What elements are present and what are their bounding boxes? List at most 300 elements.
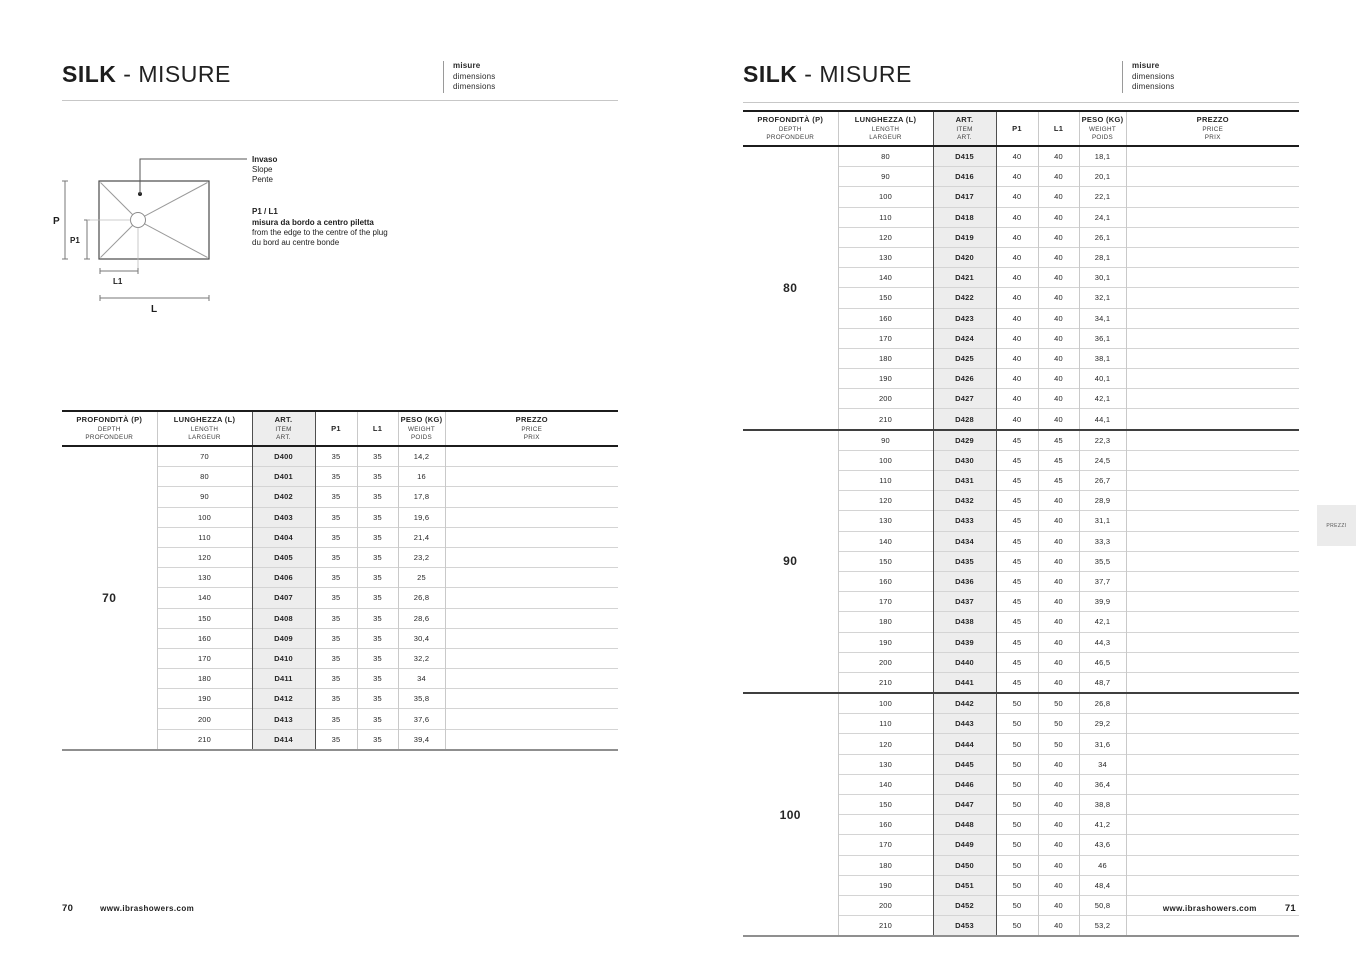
length-cell: 130	[157, 568, 252, 588]
length-cell: 190	[838, 632, 933, 652]
p1-cell: 45	[996, 612, 1038, 632]
length-cell: 110	[838, 471, 933, 491]
weight-cell: 34	[1079, 754, 1126, 774]
price-cell	[1126, 774, 1299, 794]
length-cell: 210	[838, 409, 933, 430]
weight-cell: 38,1	[1079, 348, 1126, 368]
l1-cell: 45	[1038, 450, 1079, 470]
caption-line: misure	[453, 61, 481, 70]
l1-cell: 45	[1038, 471, 1079, 491]
p1-cell: 40	[996, 227, 1038, 247]
weight-cell: 19,6	[398, 507, 445, 527]
p1-cell: 50	[996, 855, 1038, 875]
weight-cell: 26,8	[1079, 693, 1126, 714]
length-cell: 200	[838, 652, 933, 672]
dimension-p1	[84, 220, 90, 259]
plug-note-line: from the edge to the centre of the plug	[252, 228, 388, 237]
weight-cell: 30,1	[1079, 268, 1126, 288]
p1-cell: 45	[996, 471, 1038, 491]
length-cell: 150	[838, 288, 933, 308]
length-cell: 140	[157, 588, 252, 608]
item-code-cell: D408	[252, 608, 315, 628]
item-code-cell: D436	[933, 571, 996, 591]
weight-cell: 21,4	[398, 527, 445, 547]
price-cell	[445, 588, 618, 608]
price-cell	[445, 628, 618, 648]
page-title	[62, 61, 231, 87]
l1-cell: 40	[1038, 146, 1079, 167]
item-code-cell: D439	[933, 632, 996, 652]
length-cell: 170	[838, 328, 933, 348]
price-cell	[445, 547, 618, 567]
length-cell: 200	[838, 389, 933, 409]
length-cell: 70	[157, 446, 252, 467]
l1-cell: 35	[357, 568, 398, 588]
table-row	[743, 693, 1299, 714]
weight-cell: 14,2	[398, 446, 445, 467]
caption-line: dimensions	[1132, 82, 1175, 91]
p1-cell: 45	[996, 571, 1038, 591]
item-code-cell: D428	[933, 409, 996, 430]
l1-cell: 40	[1038, 288, 1079, 308]
prezzi-side-tab: PREZZI	[1317, 505, 1356, 546]
length-cell: 130	[838, 511, 933, 531]
p1-cell: 35	[315, 527, 357, 547]
p1-cell: 50	[996, 916, 1038, 937]
p1-cell: 40	[996, 328, 1038, 348]
table-header-row	[62, 411, 618, 446]
table-row	[743, 146, 1299, 167]
dimension-l	[100, 295, 209, 301]
length-cell: 80	[838, 146, 933, 167]
item-code-cell: D447	[933, 795, 996, 815]
l1-cell: 40	[1038, 167, 1079, 187]
l1-cell: 40	[1038, 875, 1079, 895]
misure-caption	[443, 61, 495, 93]
length-cell: 180	[838, 348, 933, 368]
p1-cell: 45	[996, 491, 1038, 511]
item-code-cell: D404	[252, 527, 315, 547]
dimensions-table-depths-80-90-100	[743, 110, 1299, 937]
length-cell: 190	[157, 689, 252, 709]
l1-dimension-label: L1	[113, 277, 123, 286]
invaso-label: Invaso	[252, 155, 278, 164]
item-code-cell: D413	[252, 709, 315, 729]
caption-line: dimensions	[1132, 71, 1175, 81]
item-code-cell: D422	[933, 288, 996, 308]
price-cell	[445, 608, 618, 628]
price-cell	[445, 648, 618, 668]
p1-cell: 45	[996, 551, 1038, 571]
item-code-cell: D433	[933, 511, 996, 531]
price-cell	[1126, 754, 1299, 774]
weight-cell: 35,5	[1079, 551, 1126, 571]
dimension-l1	[100, 268, 138, 274]
item-code-cell: D445	[933, 754, 996, 774]
invaso-label: Slope	[252, 165, 273, 174]
p1-cell: 35	[315, 628, 357, 648]
p1-cell: 50	[996, 875, 1038, 895]
l1-cell: 40	[1038, 227, 1079, 247]
p1-dimension-label: P1	[70, 236, 80, 245]
item-code-cell: D452	[933, 895, 996, 915]
item-code-cell: D438	[933, 612, 996, 632]
p1-cell: 45	[996, 531, 1038, 551]
price-cell	[1126, 450, 1299, 470]
price-cell	[445, 527, 618, 547]
weight-cell: 30,4	[398, 628, 445, 648]
price-cell	[1126, 268, 1299, 288]
weight-cell: 39,9	[1079, 592, 1126, 612]
column-header: PROFONDITÀ (P) DEPTH PROFONDEUR	[62, 411, 157, 446]
item-code-cell: D401	[252, 467, 315, 487]
page-number: 71	[1284, 903, 1296, 914]
l1-cell: 40	[1038, 672, 1079, 693]
l1-cell: 40	[1038, 369, 1079, 389]
item-code-cell: D441	[933, 672, 996, 693]
p1-cell: 40	[996, 268, 1038, 288]
price-cell	[1126, 288, 1299, 308]
weight-cell: 41,2	[1079, 815, 1126, 835]
l1-cell: 45	[1038, 430, 1079, 451]
price-cell	[1126, 734, 1299, 754]
length-cell: 120	[838, 491, 933, 511]
l1-cell: 40	[1038, 895, 1079, 915]
item-code-cell: D426	[933, 369, 996, 389]
weight-cell: 26,7	[1079, 471, 1126, 491]
weight-cell: 17,8	[398, 487, 445, 507]
item-code-cell: D415	[933, 146, 996, 167]
weight-cell: 36,4	[1079, 774, 1126, 794]
weight-cell: 48,4	[1079, 875, 1126, 895]
item-code-cell: D418	[933, 207, 996, 227]
p1-cell: 35	[315, 507, 357, 527]
p1-cell: 40	[996, 369, 1038, 389]
column-header: PESO (KG) WEIGHT POIDS	[398, 411, 445, 446]
l1-cell: 40	[1038, 247, 1079, 267]
length-cell: 150	[838, 795, 933, 815]
l1-cell: 40	[1038, 187, 1079, 207]
length-cell: 110	[838, 207, 933, 227]
l1-cell: 35	[357, 729, 398, 750]
length-cell: 130	[838, 247, 933, 267]
length-cell: 210	[838, 916, 933, 937]
column-header: L1	[357, 411, 398, 446]
l1-cell: 40	[1038, 207, 1079, 227]
length-cell: 140	[838, 774, 933, 794]
p1-cell: 35	[315, 608, 357, 628]
price-cell	[1126, 430, 1299, 451]
l1-cell: 35	[357, 689, 398, 709]
p1-cell: 50	[996, 835, 1038, 855]
price-cell	[1126, 491, 1299, 511]
price-cell	[1126, 916, 1299, 937]
item-code-cell: D406	[252, 568, 315, 588]
item-code-cell: D443	[933, 714, 996, 734]
length-cell: 150	[157, 608, 252, 628]
p1-cell: 40	[996, 167, 1038, 187]
item-code-cell: D409	[252, 628, 315, 648]
website-url: www.ibrashowers.com	[1162, 904, 1257, 913]
column-header: LUNGHEZZA (L) LENGTH LARGEUR	[157, 411, 252, 446]
tray-diagram	[50, 140, 460, 350]
section-name: - MISURE	[123, 61, 231, 87]
price-cell	[1126, 571, 1299, 591]
l1-cell: 40	[1038, 754, 1079, 774]
dimension-p	[62, 181, 68, 259]
column-header: PREZZO PRICE PRIX	[1126, 111, 1299, 146]
l1-cell: 40	[1038, 612, 1079, 632]
weight-cell: 22,1	[1079, 187, 1126, 207]
length-cell: 190	[838, 875, 933, 895]
p-dimension-label: P	[53, 216, 60, 227]
p1-cell: 40	[996, 409, 1038, 430]
length-cell: 170	[157, 648, 252, 668]
item-code-cell: D419	[933, 227, 996, 247]
item-code-cell: D424	[933, 328, 996, 348]
depth-group	[62, 446, 618, 750]
p1-cell: 40	[996, 389, 1038, 409]
price-cell	[1126, 328, 1299, 348]
length-cell: 100	[838, 450, 933, 470]
l1-cell: 40	[1038, 551, 1079, 571]
price-cell	[1126, 693, 1299, 714]
weight-cell: 38,8	[1079, 795, 1126, 815]
length-cell: 80	[157, 467, 252, 487]
p1-cell: 35	[315, 729, 357, 750]
length-cell: 110	[157, 527, 252, 547]
l1-cell: 40	[1038, 571, 1079, 591]
weight-cell: 29,2	[1079, 714, 1126, 734]
price-cell	[445, 709, 618, 729]
length-cell: 200	[838, 895, 933, 915]
item-code-cell: D453	[933, 916, 996, 937]
brand-name: SILK	[62, 61, 117, 87]
p1-cell: 40	[996, 348, 1038, 368]
l1-cell: 40	[1038, 328, 1079, 348]
length-cell: 180	[838, 612, 933, 632]
weight-cell: 33,3	[1079, 531, 1126, 551]
item-code-cell: D402	[252, 487, 315, 507]
l1-cell: 35	[357, 608, 398, 628]
item-code-cell: D449	[933, 835, 996, 855]
price-cell	[445, 669, 618, 689]
column-header: LUNGHEZZA (L) LENGTH LARGEUR	[838, 111, 933, 146]
weight-cell: 26,1	[1079, 227, 1126, 247]
l1-cell: 35	[357, 467, 398, 487]
item-code-cell: D412	[252, 689, 315, 709]
length-cell: 90	[838, 167, 933, 187]
price-cell	[1126, 409, 1299, 430]
price-cell	[445, 487, 618, 507]
p1-cell: 35	[315, 487, 357, 507]
l1-cell: 40	[1038, 855, 1079, 875]
table-row	[62, 446, 618, 467]
depth-group	[743, 693, 1299, 936]
item-code-cell: D405	[252, 547, 315, 567]
price-cell	[445, 467, 618, 487]
price-cell	[1126, 592, 1299, 612]
weight-cell: 23,2	[398, 547, 445, 567]
l1-cell: 40	[1038, 795, 1079, 815]
l1-cell: 40	[1038, 348, 1079, 368]
l1-cell: 35	[357, 588, 398, 608]
p1-cell: 45	[996, 592, 1038, 612]
p1-cell: 35	[315, 568, 357, 588]
price-cell	[445, 568, 618, 588]
price-cell	[1126, 714, 1299, 734]
length-cell: 90	[838, 430, 933, 451]
price-cell	[1126, 227, 1299, 247]
price-cell	[1126, 308, 1299, 328]
weight-cell: 32,2	[398, 648, 445, 668]
length-cell: 200	[157, 709, 252, 729]
p1-cell: 35	[315, 648, 357, 668]
length-cell: 100	[838, 693, 933, 714]
item-code-cell: D416	[933, 167, 996, 187]
price-cell	[1126, 247, 1299, 267]
weight-cell: 26,8	[398, 588, 445, 608]
l1-cell: 35	[357, 709, 398, 729]
l1-cell: 40	[1038, 531, 1079, 551]
l1-cell: 40	[1038, 308, 1079, 328]
weight-cell: 39,4	[398, 729, 445, 750]
l1-cell: 40	[1038, 389, 1079, 409]
weight-cell: 24,1	[1079, 207, 1126, 227]
weight-cell: 35,8	[398, 689, 445, 709]
l1-cell: 40	[1038, 511, 1079, 531]
price-cell	[1126, 672, 1299, 693]
item-code-cell: D400	[252, 446, 315, 467]
length-cell: 180	[838, 855, 933, 875]
weight-cell: 36,1	[1079, 328, 1126, 348]
plug-note-line: misura da bordo a centro piletta	[252, 218, 374, 227]
length-cell: 160	[157, 628, 252, 648]
p1-cell: 40	[996, 207, 1038, 227]
p1-cell: 40	[996, 187, 1038, 207]
item-code-cell: D421	[933, 268, 996, 288]
weight-cell: 28,1	[1079, 247, 1126, 267]
weight-cell: 22,3	[1079, 430, 1126, 451]
length-cell: 180	[157, 669, 252, 689]
p1-cell: 45	[996, 511, 1038, 531]
weight-cell: 32,1	[1079, 288, 1126, 308]
p1-cell: 35	[315, 709, 357, 729]
price-cell	[1126, 612, 1299, 632]
column-header: ART. ITEM ART.	[252, 411, 315, 446]
weight-cell: 44,3	[1079, 632, 1126, 652]
weight-cell: 16	[398, 467, 445, 487]
p1-cell: 50	[996, 895, 1038, 915]
l1-cell: 35	[357, 669, 398, 689]
weight-cell: 24,5	[1079, 450, 1126, 470]
length-cell: 210	[157, 729, 252, 750]
p1-cell: 50	[996, 734, 1038, 754]
item-code-cell: D430	[933, 450, 996, 470]
l1-cell: 40	[1038, 835, 1079, 855]
price-cell	[445, 507, 618, 527]
l1-cell: 40	[1038, 815, 1079, 835]
p1-cell: 45	[996, 672, 1038, 693]
price-cell	[445, 689, 618, 709]
weight-cell: 28,6	[398, 608, 445, 628]
length-cell: 190	[838, 369, 933, 389]
item-code-cell: D446	[933, 774, 996, 794]
price-cell	[1126, 187, 1299, 207]
weight-cell: 37,7	[1079, 571, 1126, 591]
l1-cell: 35	[357, 628, 398, 648]
item-code-cell: D420	[933, 247, 996, 267]
weight-cell: 34,1	[1079, 308, 1126, 328]
website-url: www.ibrashowers.com	[100, 904, 195, 913]
item-code-cell: D410	[252, 648, 315, 668]
l1-cell: 40	[1038, 491, 1079, 511]
length-cell: 170	[838, 592, 933, 612]
price-cell	[1126, 207, 1299, 227]
p1-cell: 50	[996, 815, 1038, 835]
p1-cell: 35	[315, 467, 357, 487]
p1-cell: 50	[996, 714, 1038, 734]
weight-cell: 48,7	[1079, 672, 1126, 693]
weight-cell: 37,6	[398, 709, 445, 729]
length-cell: 150	[838, 551, 933, 571]
l1-cell: 50	[1038, 693, 1079, 714]
item-code-cell: D425	[933, 348, 996, 368]
item-code-cell: D431	[933, 471, 996, 491]
length-cell: 170	[838, 835, 933, 855]
length-cell: 130	[838, 754, 933, 774]
l-dimension-label: L	[151, 304, 158, 315]
column-header: ART. ITEM ART.	[933, 111, 996, 146]
p1-cell: 40	[996, 308, 1038, 328]
item-code-cell: D429	[933, 430, 996, 451]
title-divider	[743, 102, 1299, 103]
depth-cell: 90	[743, 430, 838, 693]
weight-cell: 18,1	[1079, 146, 1126, 167]
drain-circle	[131, 213, 146, 228]
length-cell: 140	[838, 531, 933, 551]
weight-cell: 25	[398, 568, 445, 588]
price-cell	[1126, 875, 1299, 895]
price-cell	[1126, 471, 1299, 491]
item-code-cell: D440	[933, 652, 996, 672]
p1-cell: 40	[996, 146, 1038, 167]
weight-cell: 43,6	[1079, 835, 1126, 855]
weight-cell: 40,1	[1079, 369, 1126, 389]
p1-cell: 35	[315, 446, 357, 467]
item-code-cell: D442	[933, 693, 996, 714]
price-cell	[445, 446, 618, 467]
page-title	[743, 61, 912, 87]
price-cell	[1126, 652, 1299, 672]
p1-cell: 50	[996, 693, 1038, 714]
length-cell: 160	[838, 308, 933, 328]
l1-cell: 35	[357, 507, 398, 527]
l1-cell: 50	[1038, 734, 1079, 754]
section-name: - MISURE	[804, 61, 912, 87]
item-code-cell: D403	[252, 507, 315, 527]
item-code-cell: D451	[933, 875, 996, 895]
weight-cell: 34	[398, 669, 445, 689]
column-header: PROFONDITÀ (P) DEPTH PROFONDEUR	[743, 111, 838, 146]
caption-line: dimensions	[453, 82, 496, 91]
item-code-cell: D417	[933, 187, 996, 207]
price-cell	[1126, 348, 1299, 368]
item-code-cell: D407	[252, 588, 315, 608]
depth-cell: 80	[743, 146, 838, 430]
column-header: PREZZO PRICE PRIX	[445, 411, 618, 446]
item-code-cell: D448	[933, 815, 996, 835]
